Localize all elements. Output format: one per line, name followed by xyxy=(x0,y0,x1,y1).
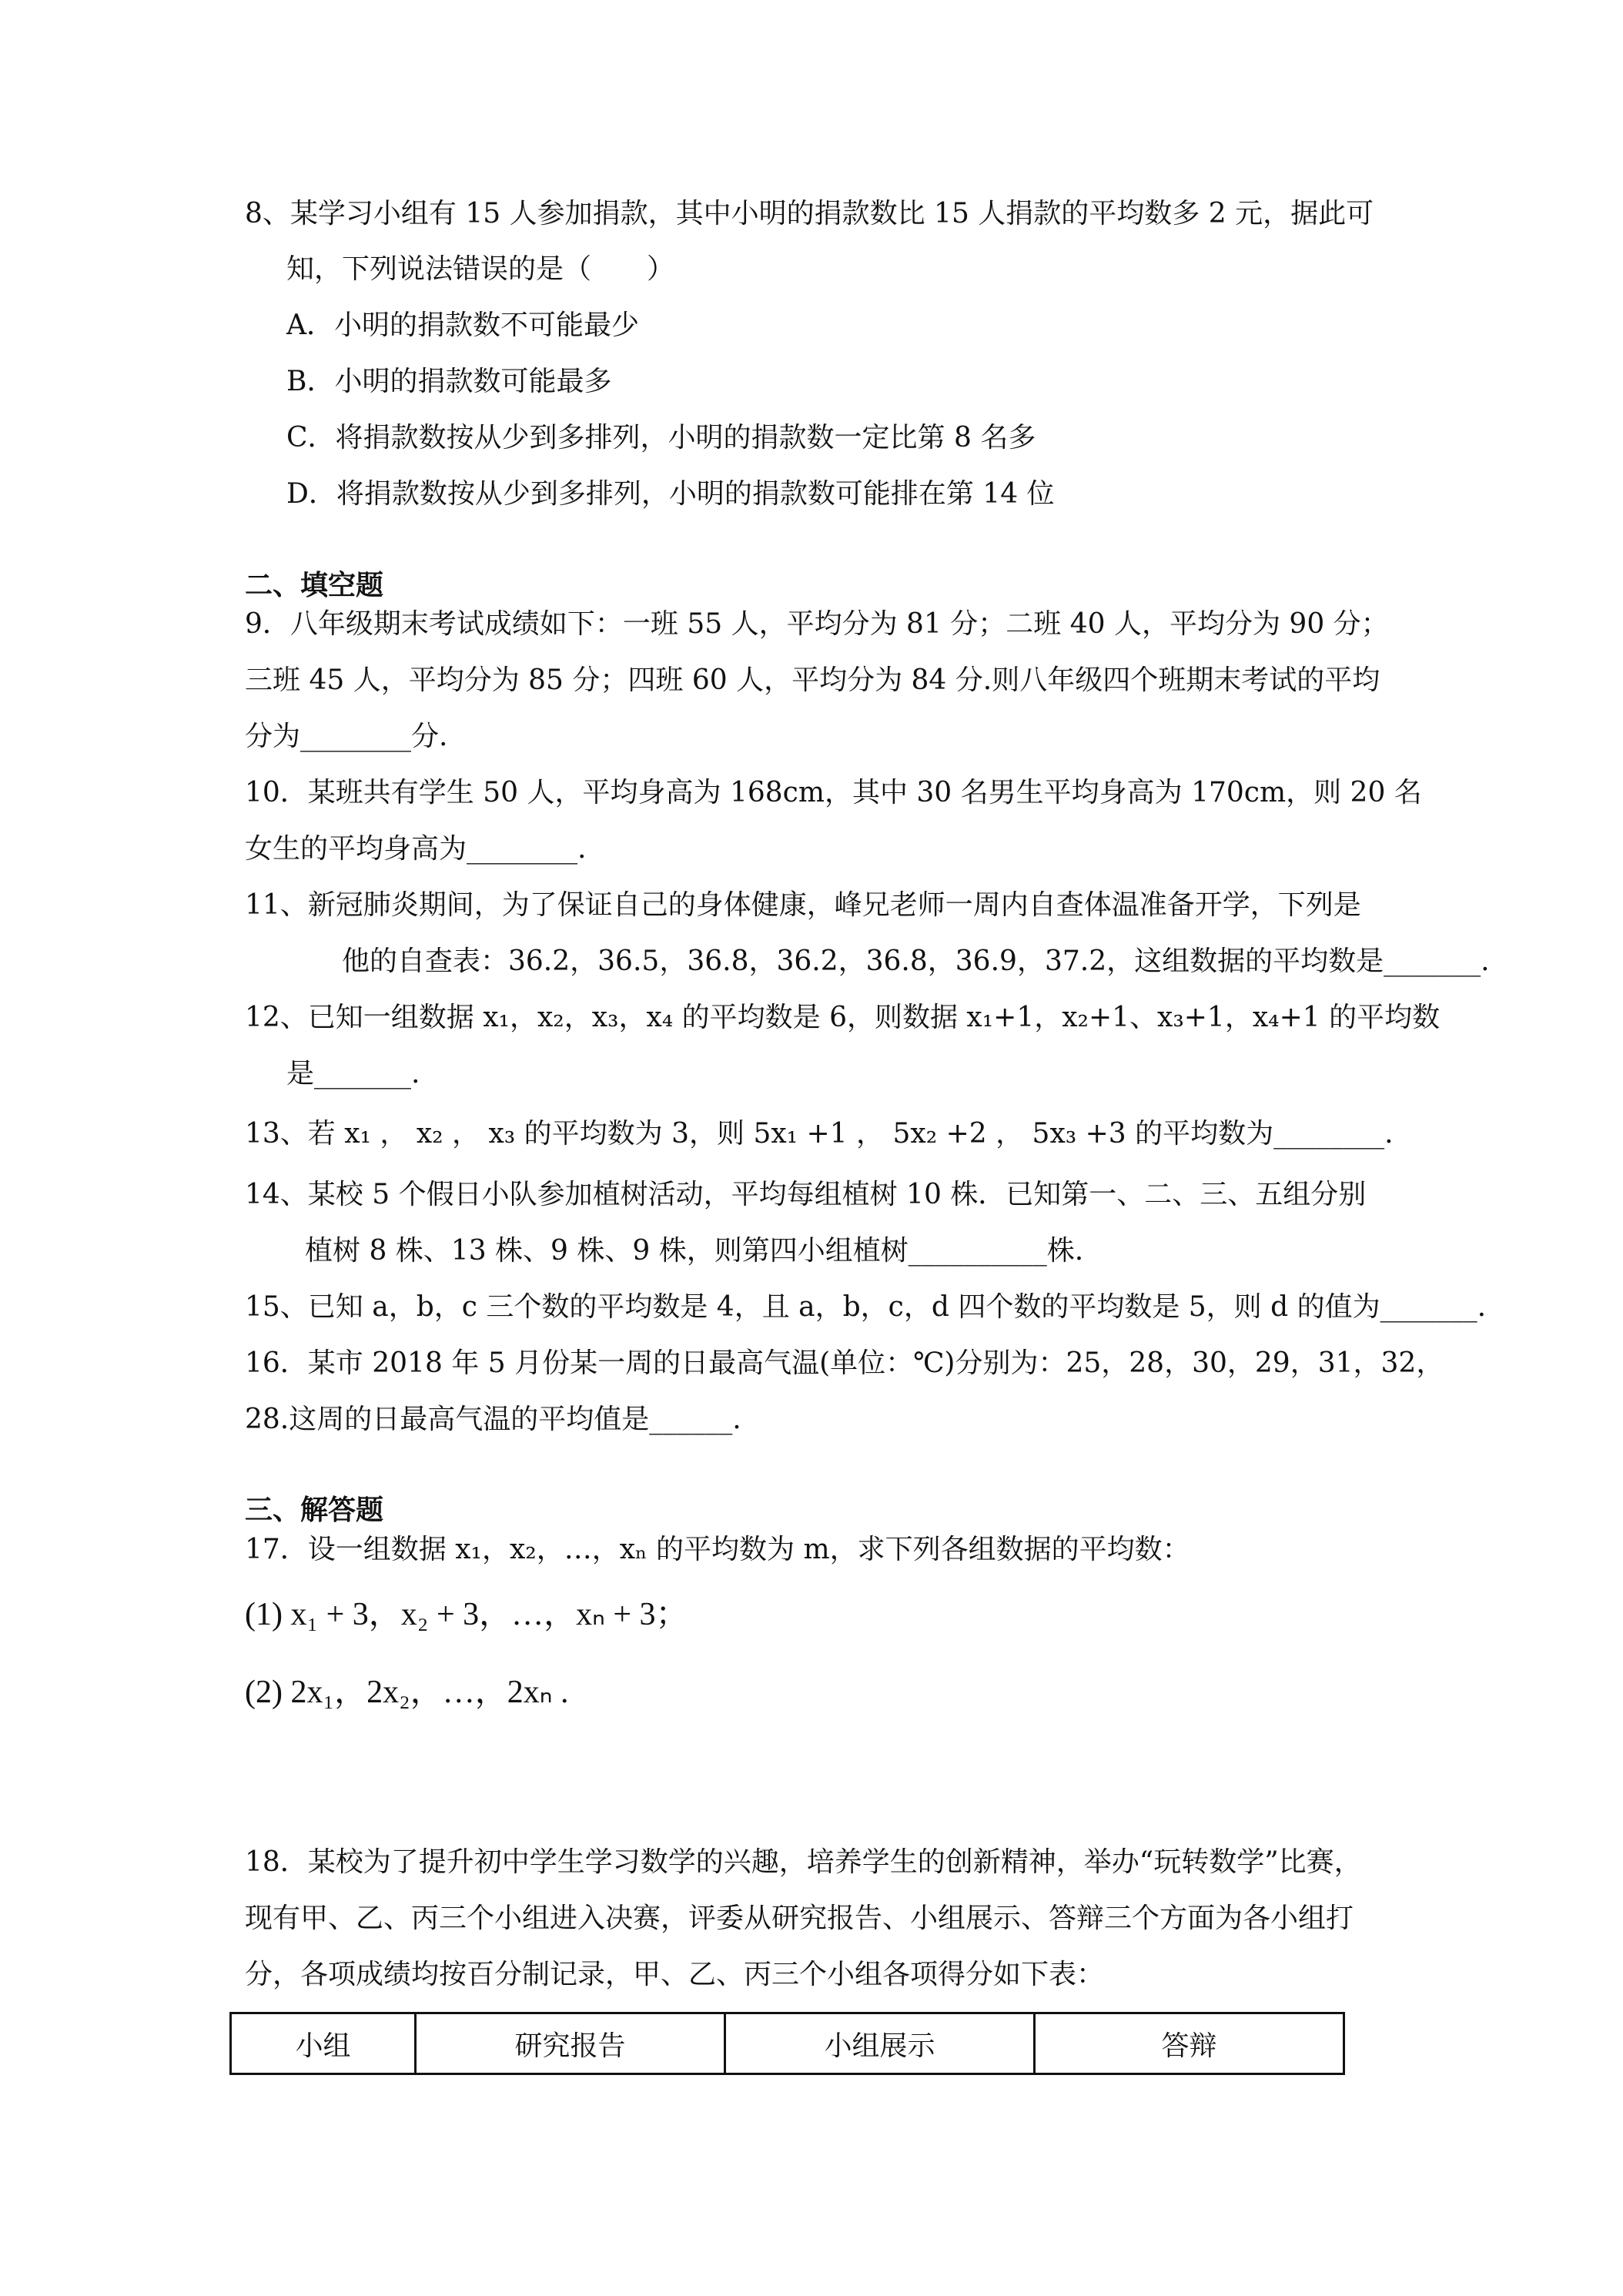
q18-line1: 18．某校为了提升初中学生学习数学的兴趣，培养学生的创新精神，举办“玩转数学”比赛， xyxy=(245,1846,1362,1878)
q11-line2: 他的自查表：36.2，36.5，36.8，36.2，36.8，36.9，37.2，这组数据的平均数是_______. xyxy=(342,946,1490,977)
q18-line2: 现有甲、乙、丙三个小组进入决赛，评委从研究报告、小组展示、答辩三个方面为各小组打 xyxy=(245,1903,1354,1934)
q15-line1: 15、已知 a，b，c 三个数的平均数是 4，且 a，b，c，d 四个数的平均数是 5，则 d 的值为_______. xyxy=(245,1291,1487,1323)
q8-option-c: C．将捐款数按从少到多排列，小明的捐款数一定比第 8 名多 xyxy=(286,422,1036,454)
q9-line1: 9．八年级期末考试成绩如下：一班 55 人，平均分为 81 分；二班 40 人，平均分为 90 分； xyxy=(245,608,1389,640)
q14-line1: 14、某校 5 个假日小队参加植树活动，平均每组植树 10 株．已知第一、二、三、五组分别 xyxy=(245,1179,1367,1210)
q10-line2: 女生的平均身高为________. xyxy=(245,833,587,865)
section-title-fill-blank: 二、填空题 xyxy=(245,570,384,601)
q8-option-a: A．小明的捐款数不可能最少 xyxy=(286,310,639,341)
header-defense: 答辩 xyxy=(1035,2013,1344,2074)
q10-line1: 10．某班共有学生 50 人，平均身高为 168cm，其中 30 名男生平均身高为 170cm，则 20 名 xyxy=(245,777,1422,808)
q8-option-d: D．将捐款数按从少到多排列，小明的捐款数可能排在第 14 位 xyxy=(286,478,1055,510)
q16-line2: 28.这周的日最高气温的平均值是______. xyxy=(245,1404,741,1435)
section-title-answer: 三、解答题 xyxy=(245,1494,384,1526)
q9-line2: 三班 45 人，平均分为 85 分；四班 60 人，平均分为 84 分.则八年级四个班期末考试的平均 xyxy=(245,664,1380,696)
q11-line1: 11、新冠肺炎期间，为了保证自己的身体健康，峰兄老师一周内自查体温准备开学，下列是 xyxy=(245,889,1361,921)
score-table-header-row xyxy=(231,2013,1344,2074)
q8-stem-line1: 8、某学习小组有 15 人参加捐款，其中小明的捐款数比 15 人捐款的平均数多 2 元，据此可 xyxy=(245,198,1374,229)
q16-line1: 16．某市 2018 年 5 月份某一周的日最高气温(单位：℃)分别为：25，28，30，29，31，32， xyxy=(245,1347,1444,1379)
header-group-presentation: 小组展示 xyxy=(725,2013,1035,2074)
q17-part1: (1) x₁ + 3，x₂ + 3，…，xₙ + 3； xyxy=(245,1597,688,1632)
q12-line2: 是_______. xyxy=(286,1058,420,1089)
header-research-report: 研究报告 xyxy=(416,2013,725,2074)
q13-line1: 13、若 x₁ ， x₂ ， x₃ 的平均数为 3，则 5x₁ +1 ， 5x₂ +2 ， 5x₃ +3 的平均数为________. xyxy=(245,1118,1394,1150)
q17-line1: 17．设一组数据 x₁，x₂，…，xₙ 的平均数为 m，求下列各组数据的平均数： xyxy=(245,1534,1190,1565)
q9-line3: 分为________分. xyxy=(245,721,448,752)
q17-part2: (2) 2x₁，2x₂，…，2xₙ . xyxy=(245,1675,569,1710)
q18-line3: 分，各项成绩均按百分制记录，甲、乙、丙三个小组各项得分如下表： xyxy=(245,1959,1105,1990)
header-group: 小组 xyxy=(231,2013,416,2074)
q8-stem-line2: 知，下列说法错误的是（ ） xyxy=(286,253,675,285)
q12-line1: 12、已知一组数据 x₁，x₂，x₃，x₄ 的平均数是 6，则数据 x₁+1，x₂+1、x₃+1，x₄+1 的平均数 xyxy=(245,1002,1441,1033)
q8-option-b: B．小明的捐款数可能最多 xyxy=(286,366,612,397)
q14-line2: 植树 8 株、13 株、9 株、9 株，则第四小组植树__________株. xyxy=(305,1235,1084,1267)
score-table xyxy=(229,2012,1345,2075)
